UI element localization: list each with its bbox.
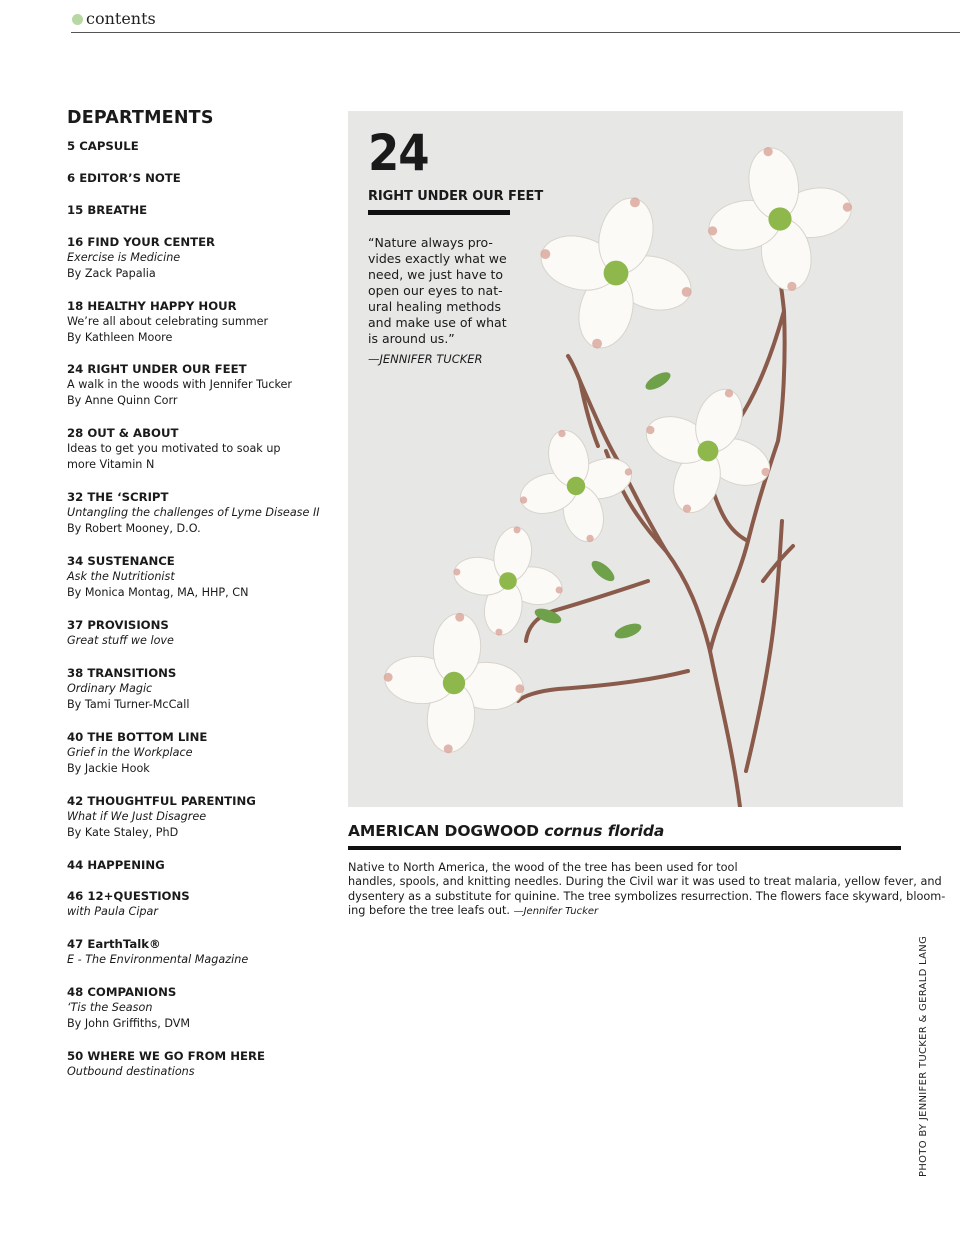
leaf-shape xyxy=(588,557,617,584)
department-entry xyxy=(67,489,337,537)
branch-shape xyxy=(738,311,784,421)
feature-page-number: 24 xyxy=(368,124,429,182)
caption-title-plain: AMERICAN DOGWOOD xyxy=(348,822,539,840)
entry-subtitle: Outbound destinations xyxy=(67,1065,195,1079)
department-entry xyxy=(67,425,337,473)
department-entry xyxy=(67,361,337,409)
quote-line: need, we just have to xyxy=(368,267,504,282)
entry-byline: By Zack Papalia xyxy=(67,266,156,280)
petal-tip-shape xyxy=(725,389,733,397)
entry-subtitle: Ask the Nutritionist xyxy=(67,570,175,584)
flower-center-shape xyxy=(443,672,465,694)
entry-title: 48 COMPANIONS xyxy=(67,985,177,1000)
petal-tip-shape xyxy=(586,535,593,542)
petal-tip-shape xyxy=(843,202,852,211)
petal-tip-shape xyxy=(556,586,563,593)
entry-byline: more Vitamin N xyxy=(67,458,155,472)
department-entry xyxy=(67,617,337,649)
entry-title: 47 EarthTalk® xyxy=(67,937,161,952)
entry-title: 37 PROVISIONS xyxy=(67,618,169,633)
entry-title: 24 RIGHT UNDER OUR FEET xyxy=(67,362,247,377)
quote-line: vides exactly what we xyxy=(368,251,507,266)
entry-subtitle: Ordinary Magic xyxy=(67,681,153,695)
department-entry xyxy=(67,857,337,873)
petal-tip-shape xyxy=(520,496,527,503)
petal-tip-shape xyxy=(444,744,453,753)
entry-title: 38 TRANSITIONS xyxy=(67,665,177,680)
entry-subtitle: with Paula Cipar xyxy=(67,905,158,919)
caption-last-line xyxy=(348,904,901,919)
petal-tip-shape xyxy=(646,426,654,434)
photo-credit: PHOTO BY JENNIFER TUCKER & GERALD LANG xyxy=(918,935,929,1177)
branch-shape xyxy=(746,521,782,771)
petal-tip-shape xyxy=(683,504,691,512)
entry-subtitle: Untangling the challenges of Lyme Disease II xyxy=(67,506,320,520)
branch-shape xyxy=(518,671,688,701)
caption-title xyxy=(348,822,901,850)
department-entry xyxy=(67,298,337,346)
entry-subtitle: E - The Environmental Magazine xyxy=(67,953,249,967)
entry-byline: By Monica Montag, MA, HHP, CN xyxy=(67,586,249,600)
quote-line: open our eyes to nat- xyxy=(368,283,503,298)
petal-tip-shape xyxy=(384,673,393,682)
entry-title: 42 THOUGHTFUL PARENTING xyxy=(67,793,256,808)
feature-block xyxy=(368,124,544,366)
caption-title-italic: cornus florida xyxy=(544,822,665,840)
department-entry xyxy=(67,665,337,713)
petal-tip-shape xyxy=(787,282,796,291)
petal-tip-shape xyxy=(453,568,460,575)
department-entry xyxy=(67,888,337,920)
department-entry xyxy=(67,936,337,968)
departments-title: DEPARTMENTS xyxy=(67,108,214,128)
section-label: contents xyxy=(86,9,156,28)
entry-title: 40 THE BOTTOM LINE xyxy=(67,729,208,744)
entry-byline: By Anne Quinn Corr xyxy=(67,394,178,408)
entry-byline: By Kathleen Moore xyxy=(67,330,173,344)
entry-subtitle: Exercise is Medicine xyxy=(67,250,181,264)
petal-tip-shape xyxy=(763,147,772,156)
section-header xyxy=(71,10,960,33)
photo-caption xyxy=(348,822,946,920)
departments-list xyxy=(67,108,337,1096)
petal-tip-shape xyxy=(682,287,692,297)
department-entry xyxy=(67,234,337,282)
entry-byline: By Kate Staley, PhD xyxy=(67,825,179,839)
entry-byline: By Jackie Hook xyxy=(67,761,150,775)
department-entry xyxy=(67,1048,337,1080)
department-entry xyxy=(67,793,337,841)
entry-byline: By Robert Mooney, D.O. xyxy=(67,522,201,536)
flower-center-shape xyxy=(698,441,719,462)
petal-tip-shape xyxy=(592,339,602,349)
caption-line: ing before the tree leafs out. xyxy=(348,904,511,918)
entry-subtitle: Great stuff we love xyxy=(67,634,174,648)
quote-line: and make use of what xyxy=(368,315,507,330)
quote-line: ural healing methods xyxy=(368,299,502,314)
feature-attribution: —JENNIFER TUCKER xyxy=(368,352,483,366)
department-entry xyxy=(67,984,337,1032)
petal-tip-shape xyxy=(540,249,550,259)
feature-quote xyxy=(368,235,508,347)
petal-tip-shape xyxy=(625,468,632,475)
entry-title: 15 BREATHE xyxy=(67,202,148,217)
dogwood-photo xyxy=(348,111,903,807)
entry-title: 16 FIND YOUR CENTER xyxy=(67,234,216,249)
entry-title: 32 THE ‘SCRIPT xyxy=(67,490,169,505)
entry-subtitle: We’re all about celebrating summer xyxy=(67,314,269,328)
entry-byline: By Tami Turner-McCall xyxy=(67,697,190,711)
quote-line: “Nature always pro- xyxy=(368,235,493,250)
caption-line: dysentery as a substitute for quinine. The tree symbolizes resurrection. The flowers face skyward, bloom- xyxy=(348,889,946,903)
entry-title: 5 CAPSULE xyxy=(67,139,139,153)
caption-body xyxy=(348,861,946,920)
petal-tip-shape xyxy=(708,226,717,235)
flower-center-shape xyxy=(499,572,517,590)
leaf-shape xyxy=(613,621,643,642)
entries-container xyxy=(67,138,337,1080)
caption-author: —Jennifer Tucker xyxy=(513,906,599,918)
entry-title: 6 EDITOR’S NOTE xyxy=(67,170,181,185)
petal-tip-shape xyxy=(515,684,524,693)
petal-tip-shape xyxy=(761,468,769,476)
quote-line: is around us.” xyxy=(368,331,455,346)
department-entry xyxy=(67,138,337,154)
petal-tip-shape xyxy=(455,613,464,622)
entry-title: 34 SUSTENANCE xyxy=(67,554,175,569)
caption-line: handles, spools, and knitting needles. During the Civil war it was used to treat malaria, yellow fever, and xyxy=(348,875,942,889)
department-entry xyxy=(67,553,337,601)
entry-subtitle: Ideas to get you motivated to soak up xyxy=(67,442,281,456)
entry-subtitle: What if We Just Disagree xyxy=(67,809,207,823)
petal-tip-shape xyxy=(495,629,502,636)
entry-title: 50 WHERE WE GO FROM HERE xyxy=(67,1049,265,1064)
flower-center-shape xyxy=(567,477,585,495)
entry-byline: By John Griffiths, DVM xyxy=(67,1017,191,1031)
leaf-shape xyxy=(643,369,673,393)
flower-center-shape xyxy=(604,261,629,286)
petal-tip-shape xyxy=(630,197,640,207)
entry-title: 18 HEALTHY HAPPY HOUR xyxy=(67,298,237,313)
caption-line: Native to North America, the wood of the tree has been used for tool xyxy=(348,861,738,874)
entry-subtitle: Grief in the Workplace xyxy=(67,745,193,759)
feature-title: RIGHT UNDER OUR FEET xyxy=(368,189,510,215)
department-entry xyxy=(67,729,337,777)
flower-center-shape xyxy=(768,207,791,230)
petal-tip-shape xyxy=(513,526,520,533)
department-entry xyxy=(67,170,337,186)
entry-subtitle: ‘Tis the Season xyxy=(67,1001,153,1015)
entry-title: 28 OUT & ABOUT xyxy=(67,426,179,441)
petal-tip-shape xyxy=(558,430,565,437)
entry-subtitle: A walk in the woods with Jennifer Tucker xyxy=(67,378,293,392)
entry-title: 46 12+QUESTIONS xyxy=(67,889,190,904)
department-entry xyxy=(67,202,337,218)
entry-title: 44 HAPPENING xyxy=(67,857,165,872)
bullet-dot-icon xyxy=(72,14,83,25)
